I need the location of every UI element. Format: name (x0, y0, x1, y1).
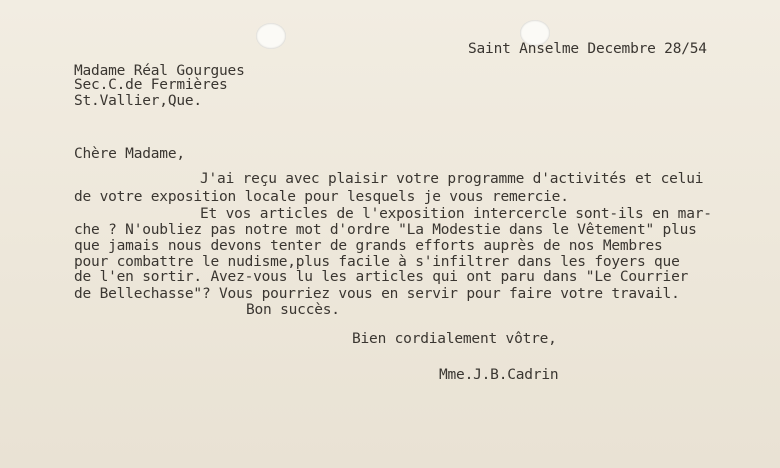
salutation: Chère Madame, (74, 146, 185, 162)
body-line: de l'en sortir. Avez-vous lu les articles qui ont paru dans "Le Courrier (74, 269, 689, 285)
punch-hole-left (256, 23, 286, 49)
body-line: Bon succès. (246, 302, 340, 318)
body-line: que jamais nous devons tenter de grands efforts auprès de nos Membres (74, 238, 663, 254)
closing: Bien cordialement vôtre, (352, 331, 557, 347)
recipient-organization: Sec.C.de Fermières (74, 77, 228, 93)
body-line: de votre exposition locale pour lesquels je vous remercie. (74, 189, 569, 205)
letter-date: Saint Anselme Decembre 28/54 (468, 41, 707, 57)
recipient-location: St.Vallier,Que. (74, 93, 202, 109)
recipient-name: Madame Réal Gourgues (74, 63, 245, 79)
body-line: de Bellechasse"? Vous pourriez vous en servir pour faire votre travail. (74, 286, 680, 302)
body-line: pour combattre le nudisme,plus facile à s'infiltrer dans les foyers que (74, 254, 680, 270)
body-line: che ? N'oubliez pas notre mot d'ordre "La Modestie dans le Vêtement" plus (74, 222, 697, 238)
body-line: Et vos articles de l'exposition intercercle sont-ils en mar- (200, 206, 712, 222)
signature: Mme.J.B.Cadrin (439, 367, 559, 383)
body-line: J'ai reçu avec plaisir votre programme d'activités et celui (200, 171, 704, 187)
